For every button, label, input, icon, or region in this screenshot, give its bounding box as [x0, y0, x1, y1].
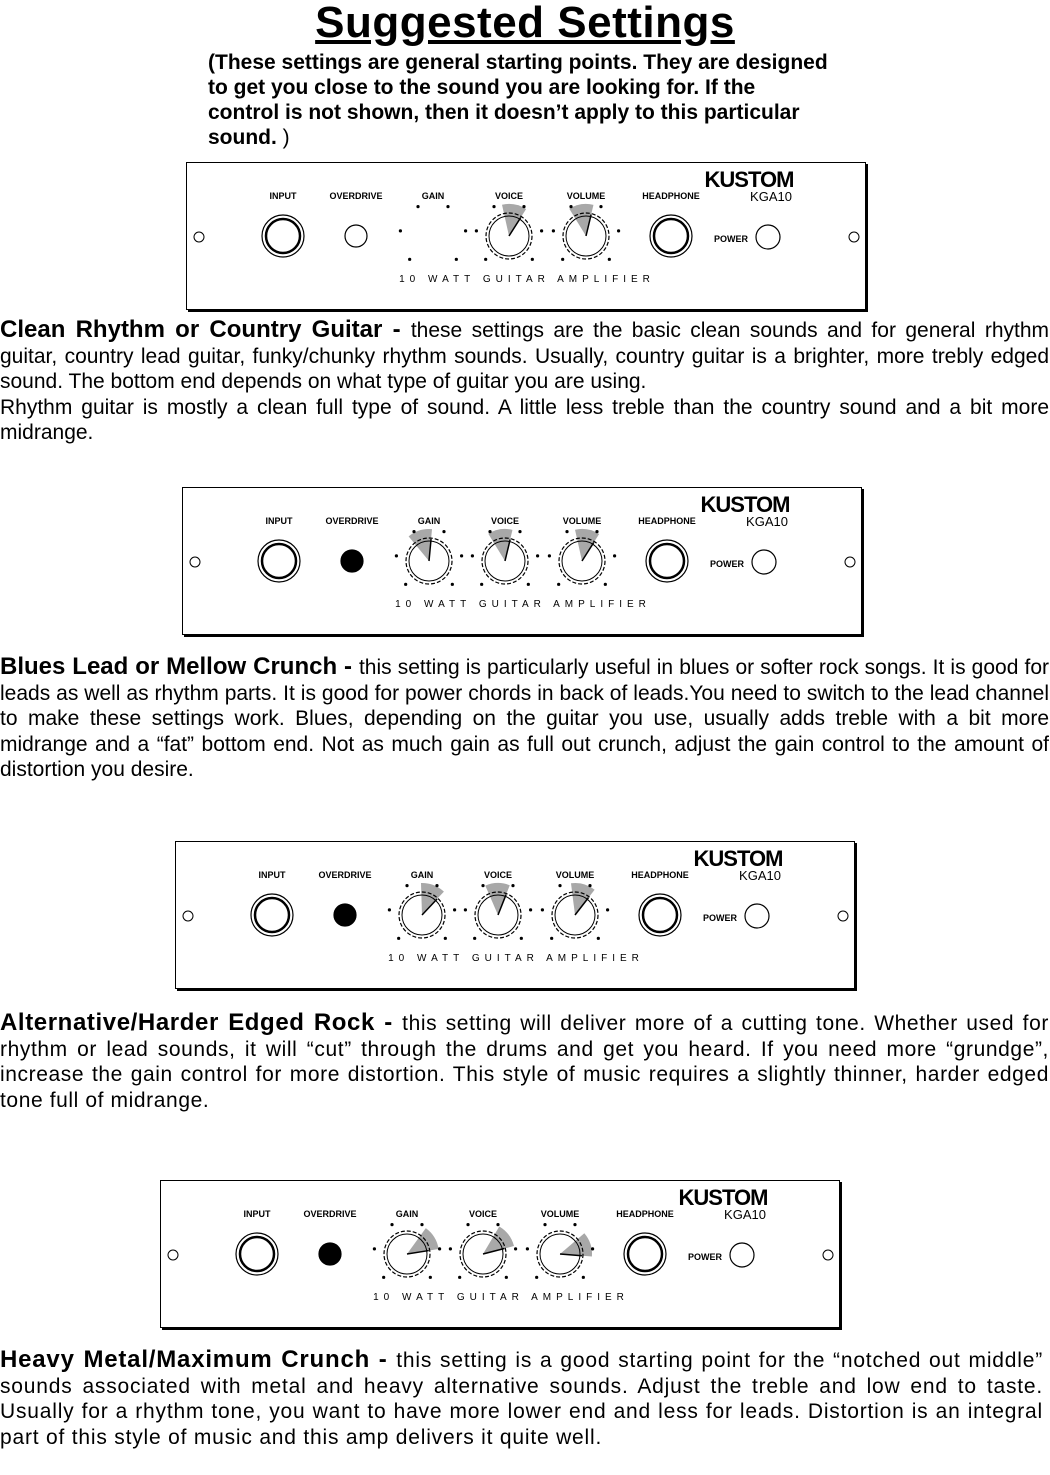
- panel-3-screw-left: [183, 911, 193, 921]
- panel-1-input-jack: [262, 215, 304, 257]
- panel-3-voice-knob-tick: [481, 884, 484, 887]
- panel-2-volume-knob: [548, 529, 616, 586]
- panel-1-headphone-jack-inner: [654, 219, 688, 253]
- panel-2-volume-knob-tick: [595, 530, 598, 533]
- panel-4-voice-knob-tick: [496, 1223, 499, 1226]
- panel-3-label-overdrive: OVERDRIVE: [318, 870, 372, 880]
- panel-3-voice-knob-tick: [464, 908, 467, 911]
- panel-3-input-jack-outer: [251, 894, 293, 936]
- panel-4-voice-knob-tick: [514, 1247, 517, 1250]
- panel-4-volume-knob-tick: [543, 1223, 546, 1226]
- panel-1-gain-tick: [416, 205, 419, 208]
- panel-4-volume-knob-tick: [526, 1247, 529, 1250]
- panel-1-voice-knob-tick: [531, 258, 534, 261]
- panel-3-volume-knob-tick: [541, 908, 544, 911]
- panel-2-headphone-jack-outer: [646, 540, 688, 582]
- panel-4-gain-knob-tick: [438, 1247, 441, 1250]
- panel-2-power-switch: [752, 550, 776, 574]
- setting-description-4: [0, 1347, 1043, 1450]
- panel-2-screw-right: [845, 557, 855, 567]
- panel-4-voice-knob-tick: [466, 1223, 469, 1226]
- panel-3-footer-label: 10 WATT GUITAR AMPLIFIER: [388, 953, 644, 964]
- panel-4-label-overdrive: OVERDRIVE: [303, 1209, 357, 1219]
- panel-3-label-headphone: HEADPHONE: [631, 870, 689, 880]
- panel-4-screw-left: [168, 1250, 178, 1260]
- panel-4-headphone-jack-outer: [624, 1233, 666, 1275]
- panel-4-power-switch: [730, 1243, 754, 1267]
- panel-2-input-jack-outer: [258, 540, 300, 582]
- panel-4-volume-knob-tick: [582, 1276, 585, 1279]
- panel-2-volume-knob-tick: [548, 554, 551, 557]
- panel-1-screw-left: [194, 232, 204, 242]
- panel-2-model-label: KGA10: [746, 514, 788, 529]
- panel-1-volume-knob: [552, 204, 620, 261]
- panel-3-voice-knob: [464, 883, 532, 940]
- panel-1-voice-knob-tick: [475, 229, 478, 232]
- panel-1-label-input: INPUT: [269, 191, 297, 201]
- page-title: Suggested Settings: [315, 0, 735, 47]
- panel-2-volume-knob-tick: [604, 583, 607, 586]
- panel-4-voice-knob: [449, 1223, 517, 1279]
- panel-4-headphone-jack: [624, 1233, 666, 1275]
- panel-3-gain-knob-tick: [435, 884, 438, 887]
- panel-3-screw-right: [838, 911, 848, 921]
- panel-1-gain-tick: [408, 258, 411, 261]
- panel-2-volume-knob-tick: [613, 554, 616, 557]
- panel-3-gain-knob-tick: [397, 937, 400, 940]
- panel-2-gain-knob-tick: [395, 554, 398, 557]
- panel-3-volume-knob-tick: [550, 937, 553, 940]
- panel-3-voice-knob-tick: [529, 908, 532, 911]
- amp-panel-2-diagram: [183, 488, 861, 634]
- panel-3-model-label: KGA10: [739, 868, 781, 883]
- intro-text: (These settings are general starting points. They are designed to get you close to the sound you are looking for. If the control is not shown, then it doesn’t apply to this particular sound.: [208, 51, 828, 149]
- panel-1-label-power: POWER: [713, 234, 749, 244]
- panel-1-gain-tick: [464, 229, 467, 232]
- panel-1-gain-tick: [455, 258, 458, 261]
- panel-4-gain-knob-tick: [420, 1223, 423, 1226]
- panel-2-gain-knob: [395, 529, 463, 586]
- panel-2-gain-knob-tick: [460, 554, 463, 557]
- setting-text-2: this setting is particularly useful in blues or softer rock songs. It is good for leads as well as rhythm parts. It is good for power chords in back of leads.You need to switch to the lead channel to make these settings work. Blues, depending on the guitar you use, usually adds treble with a bit more midrange and a “fat” bottom end. Not as much gain as full out crunch, adjust the gain control to the amount of distortion you desire.: [0, 656, 1049, 781]
- panel-3-voice-knob-tick: [473, 937, 476, 940]
- intro-close-paren: ): [276, 126, 290, 149]
- panel-2-voice-knob: [471, 529, 539, 586]
- setting-text-4: this setting is a good starting point for the “notched out middle” sounds associated with metal and heavy alternative sounds. Adjust the treble and low end to taste. Usually for a rhythm tone, you want to have more lower end and less for leads. Distortion is an integral part of this style of music and this amp delivers it quite well.: [0, 1349, 1043, 1449]
- panel-2-voice-knob-tick: [480, 583, 483, 586]
- panel-2-brand-logo: KUSTOM: [700, 492, 790, 517]
- panel-1-volume-knob-tick: [569, 205, 572, 208]
- panel-4-volume-knob-tick: [591, 1247, 594, 1250]
- panel-3-volume-knob-tick: [588, 884, 591, 887]
- panel-1-headphone-jack: [650, 215, 692, 257]
- amp-panel-3-diagram: [176, 842, 854, 988]
- panel-2-label-input: INPUT: [265, 516, 293, 526]
- panel-2-voice-knob-tick: [536, 554, 539, 557]
- panel-1-gain-tick: [399, 229, 402, 232]
- amp-panel-2: [182, 487, 862, 635]
- panel-4-gain-knob-tick: [373, 1247, 376, 1250]
- panel-1-label-overdrive: OVERDRIVE: [329, 191, 383, 201]
- panel-4-volume-knob-tick: [573, 1223, 576, 1226]
- panel-1-voice-knob: [475, 204, 543, 261]
- panel-4-voice-knob-tick: [449, 1247, 452, 1250]
- setting-description-1: [0, 317, 1049, 446]
- setting-description-2: [0, 654, 1049, 783]
- panel-4-label-voice: VOICE: [468, 1209, 498, 1219]
- panel-3-brand-logo: KUSTOM: [693, 846, 783, 871]
- panel-3-input-jack-inner: [255, 898, 289, 932]
- panel-2-gain-knob-tick: [412, 530, 415, 533]
- amp-panel-3: [175, 841, 855, 989]
- setting-heading-3: Alternative/Harder Edged Rock -: [0, 1009, 403, 1036]
- panel-2-voice-knob-tick: [488, 530, 491, 533]
- panel-2-footer-label: 10 WATT GUITAR AMPLIFIER: [395, 599, 651, 610]
- panel-2-voice-knob-tick: [527, 583, 530, 586]
- panel-2-voice-knob-tick: [471, 554, 474, 557]
- panel-1-volume-knob-tick: [561, 258, 564, 261]
- panel-4-footer-label: 10 WATT GUITAR AMPLIFIER: [373, 1292, 629, 1303]
- panel-4-voice-knob-tick: [458, 1276, 461, 1279]
- panel-4-gain-knob: [373, 1223, 441, 1279]
- panel-4-model-label: KGA10: [724, 1207, 766, 1222]
- panel-1-input-jack-inner: [266, 219, 300, 253]
- panel-4-overdrive-led: [319, 1243, 341, 1265]
- panel-1-gain-tick: [446, 205, 449, 208]
- panel-1-headphone-jack-outer: [650, 215, 692, 257]
- panel-3-gain-knob-tick: [444, 937, 447, 940]
- panel-1-voice-knob-tick: [540, 229, 543, 232]
- panel-3-label-power: POWER: [702, 913, 738, 923]
- panel-1-voice-knob-tick: [522, 205, 525, 208]
- panel-2-label-voice: VOICE: [490, 516, 520, 526]
- setting-text-3: this setting will deliver more of a cutting tone. Whether used for rhythm or lead sounds, it will “cut” through the drums and get you heard. If you need more “grundge”, increase the gain control for more distortion. This style of music requires a slightly thinner, harder edged tone full of midrange.: [0, 1012, 1049, 1112]
- panel-3-gain-knob-tick: [405, 884, 408, 887]
- panel-3-headphone-jack: [639, 894, 681, 936]
- setting-text-1: these settings are the basic clean sounds and for general rhythm guitar, country lead guitar, funky/chunky rhythm sounds. Usually, country guitar is a brighter, more trebly edged sound. The bottom end depends on what type of guitar you are using.: [0, 319, 1049, 393]
- panel-3-label-gain: GAIN: [410, 870, 434, 880]
- panel-1-label-voice: VOICE: [494, 191, 524, 201]
- panel-2-volume-knob-tick: [557, 583, 560, 586]
- panel-4-input-jack-inner: [240, 1237, 274, 1271]
- panel-1-label-headphone: HEADPHONE: [642, 191, 700, 201]
- panel-3-voice-knob-tick: [511, 884, 514, 887]
- panel-4-input-jack: [236, 1233, 278, 1275]
- panel-4-brand-logo: KUSTOM: [678, 1185, 768, 1210]
- panel-4-gain-knob-tick: [382, 1276, 385, 1279]
- panel-2-input-jack: [258, 540, 300, 582]
- panel-3-label-volume: VOLUME: [555, 870, 595, 880]
- amp-panel-4: [160, 1180, 840, 1328]
- panel-1-overdrive-led: [345, 225, 367, 247]
- panel-2-volume-knob-tick: [565, 530, 568, 533]
- panel-2-label-volume: VOLUME: [562, 516, 602, 526]
- panel-2-gain-knob-tick: [442, 530, 445, 533]
- panel-3-voice-knob-tick: [520, 937, 523, 940]
- panel-2-voice-knob-tick: [518, 530, 521, 533]
- panel-3-volume-knob-tick: [558, 884, 561, 887]
- panel-3-headphone-jack-inner: [643, 898, 677, 932]
- panel-2-headphone-jack-inner: [650, 544, 684, 578]
- panel-3-gain-knob-tick: [388, 908, 391, 911]
- panel-4-label-power: POWER: [687, 1252, 723, 1262]
- panel-2-headphone-jack: [646, 540, 688, 582]
- setting-heading-1: Clean Rhythm or Country Guitar -: [0, 316, 411, 343]
- panel-4-volume-knob-tick: [535, 1276, 538, 1279]
- panel-1-brand-logo: KUSTOM: [704, 167, 794, 192]
- panel-1-input-jack-outer: [262, 215, 304, 257]
- setting-description-3: [0, 1010, 1049, 1113]
- panel-4-label-input: INPUT: [243, 1209, 271, 1219]
- panel-3-gain-knob-tick: [453, 908, 456, 911]
- panel-1-footer-label: 10 WATT GUITAR AMPLIFIER: [399, 274, 655, 285]
- amp-panel-1-diagram: [187, 163, 865, 309]
- panel-2-label-power: POWER: [709, 559, 745, 569]
- panel-1-screw-right: [849, 232, 859, 242]
- panel-4-voice-knob-tick: [505, 1276, 508, 1279]
- panel-2-gain-knob-tick: [404, 583, 407, 586]
- panel-3-label-voice: VOICE: [483, 870, 513, 880]
- panel-3-label-input: INPUT: [258, 870, 286, 880]
- panel-1-model-label: KGA10: [750, 189, 792, 204]
- panel-4-volume-knob: [526, 1223, 594, 1279]
- panel-2-overdrive-led: [341, 550, 363, 572]
- panel-2-label-headphone: HEADPHONE: [638, 516, 696, 526]
- setting-heading-4: Heavy Metal/Maximum Crunch -: [0, 1346, 397, 1373]
- panel-1-voice-knob-tick: [492, 205, 495, 208]
- panel-1-voice-knob-tick: [484, 258, 487, 261]
- panel-1-label-gain: GAIN: [421, 191, 445, 201]
- panel-1-volume-knob-tick: [608, 258, 611, 261]
- panel-4-screw-right: [823, 1250, 833, 1260]
- panel-3-power-switch: [745, 904, 769, 928]
- panel-4-gain-knob-tick: [390, 1223, 393, 1226]
- panel-1-volume-knob-tick: [552, 229, 555, 232]
- panel-1-label-volume: VOLUME: [566, 191, 606, 201]
- panel-1-volume-knob-tick: [599, 205, 602, 208]
- setting-text-1b: Rhythm guitar is mostly a clean full type of sound. A little less treble than the country sound and a bit more midrange.: [0, 395, 1049, 444]
- panel-2-screw-left: [190, 557, 200, 567]
- panel-3-gain-knob: [388, 883, 456, 940]
- panel-3-headphone-jack-outer: [639, 894, 681, 936]
- panel-4-label-headphone: HEADPHONE: [616, 1209, 674, 1219]
- panel-3-overdrive-led: [334, 904, 356, 926]
- panel-4-gain-knob-tick: [429, 1276, 432, 1279]
- panel-4-headphone-jack-inner: [628, 1237, 662, 1271]
- panel-2-label-gain: GAIN: [417, 516, 441, 526]
- panel-3-volume-knob-tick: [606, 908, 609, 911]
- setting-heading-2: Blues Lead or Mellow Crunch -: [0, 653, 359, 680]
- panel-4-label-volume: VOLUME: [540, 1209, 580, 1219]
- panel-2-input-jack-inner: [262, 544, 296, 578]
- intro-note: [208, 50, 828, 150]
- panel-3-input-jack: [251, 894, 293, 936]
- amp-panel-1: [186, 162, 866, 310]
- panel-2-gain-knob-tick: [451, 583, 454, 586]
- panel-1-volume-knob-tick: [617, 229, 620, 232]
- panel-2-label-overdrive: OVERDRIVE: [325, 516, 379, 526]
- panel-3-volume-knob-tick: [597, 937, 600, 940]
- amp-panel-4-diagram: [161, 1181, 839, 1327]
- panel-4-input-jack-outer: [236, 1233, 278, 1275]
- panel-1-power-switch: [756, 225, 780, 249]
- panel-3-volume-knob: [541, 883, 609, 940]
- panel-4-label-gain: GAIN: [395, 1209, 419, 1219]
